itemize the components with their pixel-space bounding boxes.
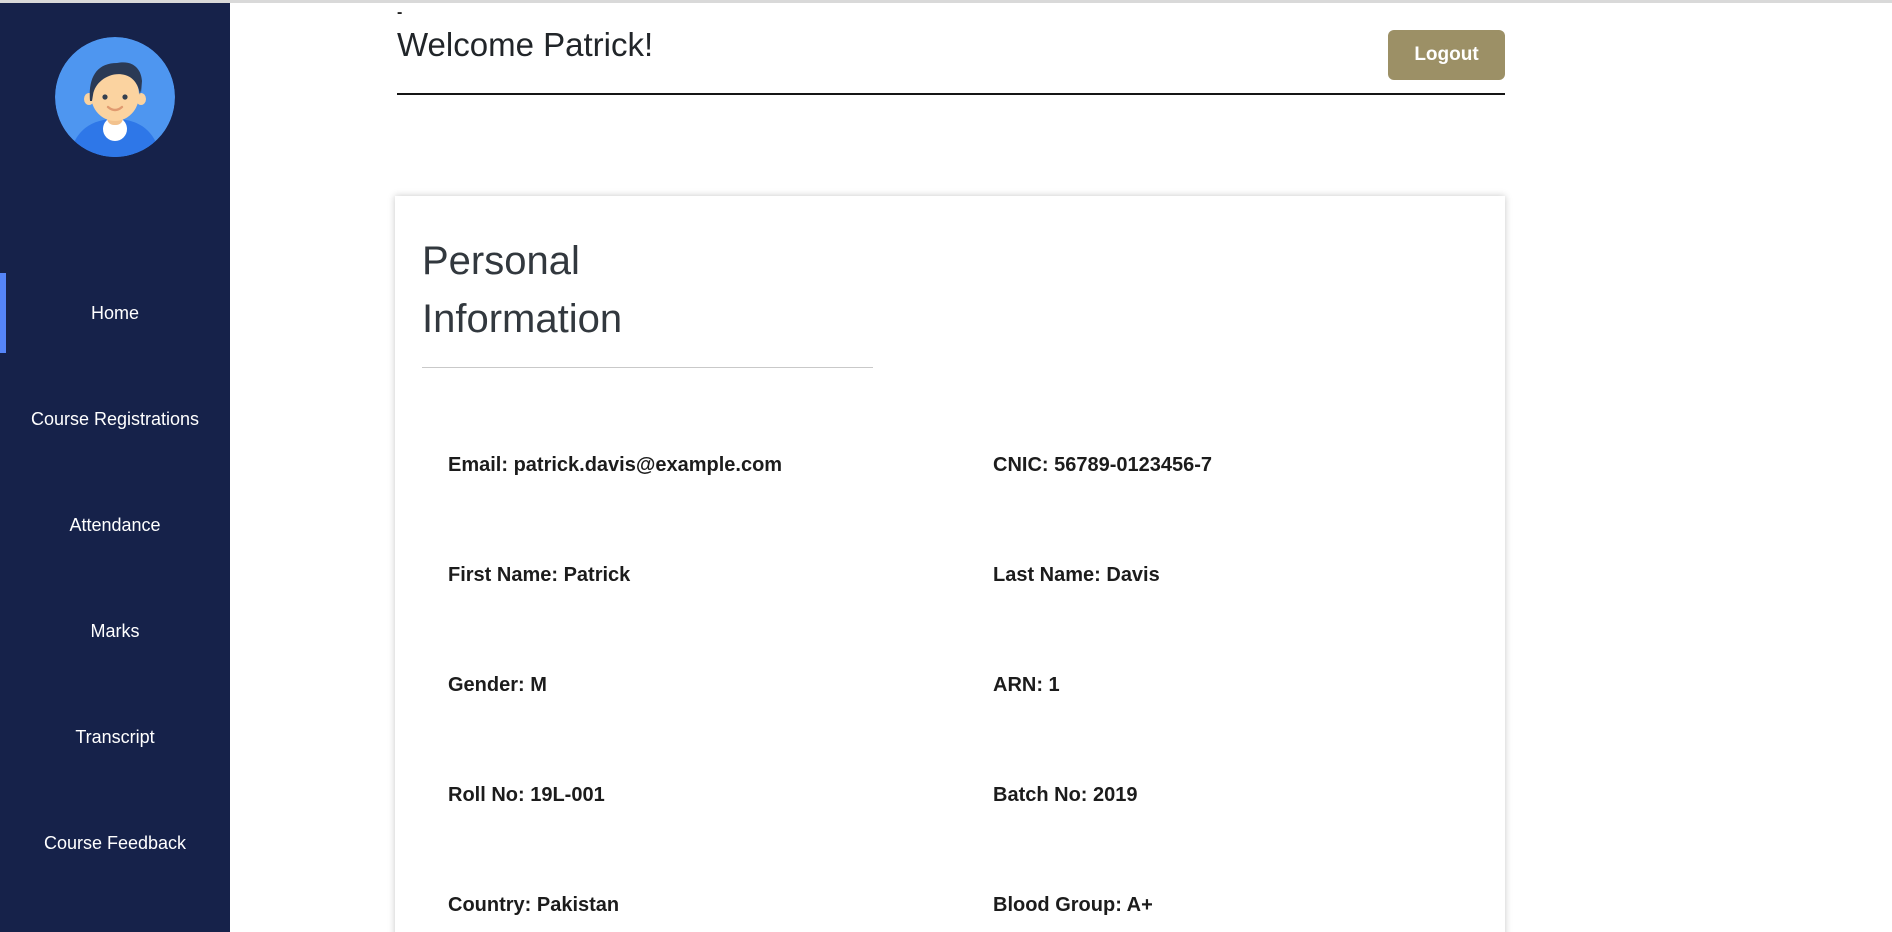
field-arn: ARN: 1 <box>993 674 1060 696</box>
sidebar-nav <box>0 273 230 883</box>
field-email: Email: patrick.davis@example.com <box>448 454 783 476</box>
field-country: Country: Pakistan <box>448 894 620 916</box>
field-roll-no: Roll No: 19L-001 <box>448 784 605 806</box>
field-blood-group: Blood Group: A+ <box>993 894 1153 916</box>
field-last-name: Last Name: Davis <box>993 564 1160 586</box>
window-top-edge <box>0 0 1892 3</box>
sidebar <box>0 0 230 932</box>
personal-info-fields <box>448 453 1475 917</box>
field-gender: Gender: M <box>448 674 547 696</box>
field-first-name: First Name: Patrick <box>448 564 631 586</box>
sidebar-item-transcript[interactable]: Transcript <box>75 726 155 747</box>
personal-info-card <box>395 196 1505 932</box>
sidebar-item-marks[interactable]: Marks <box>90 620 140 641</box>
page-title: Welcome Patrick! <box>397 26 654 63</box>
stray-dash: - <box>397 4 403 21</box>
logout-button[interactable]: Logout <box>1388 30 1505 80</box>
sidebar-item-home[interactable]: Home <box>0 273 230 353</box>
boy-avatar-icon <box>55 37 175 157</box>
card-title-divider <box>422 367 873 368</box>
card-title: Personal Information <box>422 239 623 341</box>
header-divider <box>397 93 1505 95</box>
sidebar-item-course-registrations[interactable]: Course Registrations <box>30 408 200 429</box>
sidebar-item-course-feedback[interactable]: Course Feedback <box>43 832 187 853</box>
field-cnic: CNIC: 56789-0123456-7 <box>993 454 1213 476</box>
avatar <box>55 37 175 157</box>
sidebar-item-attendance[interactable]: Attendance <box>69 514 161 535</box>
main-content <box>230 0 1892 932</box>
field-batch-no: Batch No: 2019 <box>993 784 1138 806</box>
